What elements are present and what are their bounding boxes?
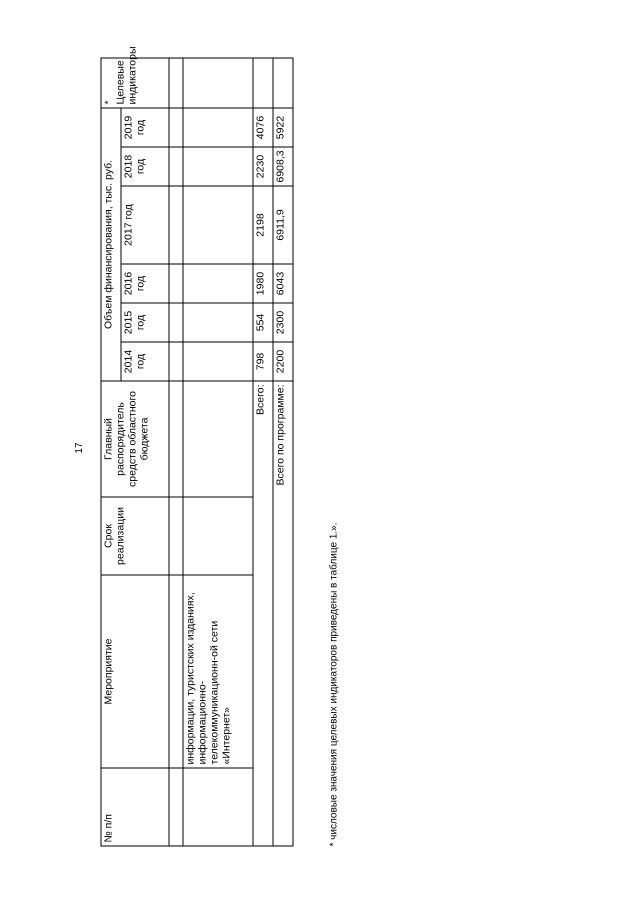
total-2018: 2230 xyxy=(253,147,273,186)
rotated-table-container xyxy=(101,46,340,847)
year-2015: 2015 год xyxy=(121,303,169,342)
program-2019: 5922 xyxy=(273,108,293,147)
header-indicators: * Целевые индикаторы xyxy=(101,58,169,108)
year-2014: 2014 год xyxy=(121,342,169,381)
header-term: Срок реализации xyxy=(101,497,169,575)
total-row xyxy=(253,58,273,846)
program-2018: 6908,3 xyxy=(273,147,293,186)
header-num: № п/п xyxy=(101,768,169,846)
spacer-row xyxy=(169,58,183,846)
financing-table xyxy=(101,46,294,847)
year-2017: 2017 год xyxy=(121,186,169,264)
footnote: * числовые значения целевых индикаторов приведены в таблице 1.». xyxy=(328,522,340,847)
year-2018: 2018 год xyxy=(121,147,169,186)
program-total-row xyxy=(273,58,293,846)
total-2017: 2198 xyxy=(253,186,273,264)
total-2015: 554 xyxy=(253,303,273,342)
total-2016: 1980 xyxy=(253,264,273,303)
year-2016: 2016 год xyxy=(121,264,169,303)
page-number: 17 xyxy=(74,442,85,454)
program-2015: 2300 xyxy=(273,303,293,342)
header-funding: Объем финансирования, тыс. руб. xyxy=(101,108,121,381)
header-manager: Главный распорядитель средств областного бюджета xyxy=(101,381,169,497)
program-2016: 6043 xyxy=(273,264,293,303)
program-2014: 2200 xyxy=(273,342,293,381)
header-measure: Мероприятие xyxy=(101,575,169,768)
program-2017: 6911,9 xyxy=(273,186,293,264)
program-label: Всего по программе: xyxy=(273,381,293,846)
table-row xyxy=(183,58,253,846)
total-2019: 4076 xyxy=(253,108,273,147)
year-2019: 2019 год xyxy=(121,108,169,147)
total-2014: 798 xyxy=(253,342,273,381)
measure-text: информации, туристских изданиях, информационно-телекоммуникационн-ой сети «Интернет» xyxy=(183,575,253,768)
total-label: Всего: xyxy=(253,381,273,846)
